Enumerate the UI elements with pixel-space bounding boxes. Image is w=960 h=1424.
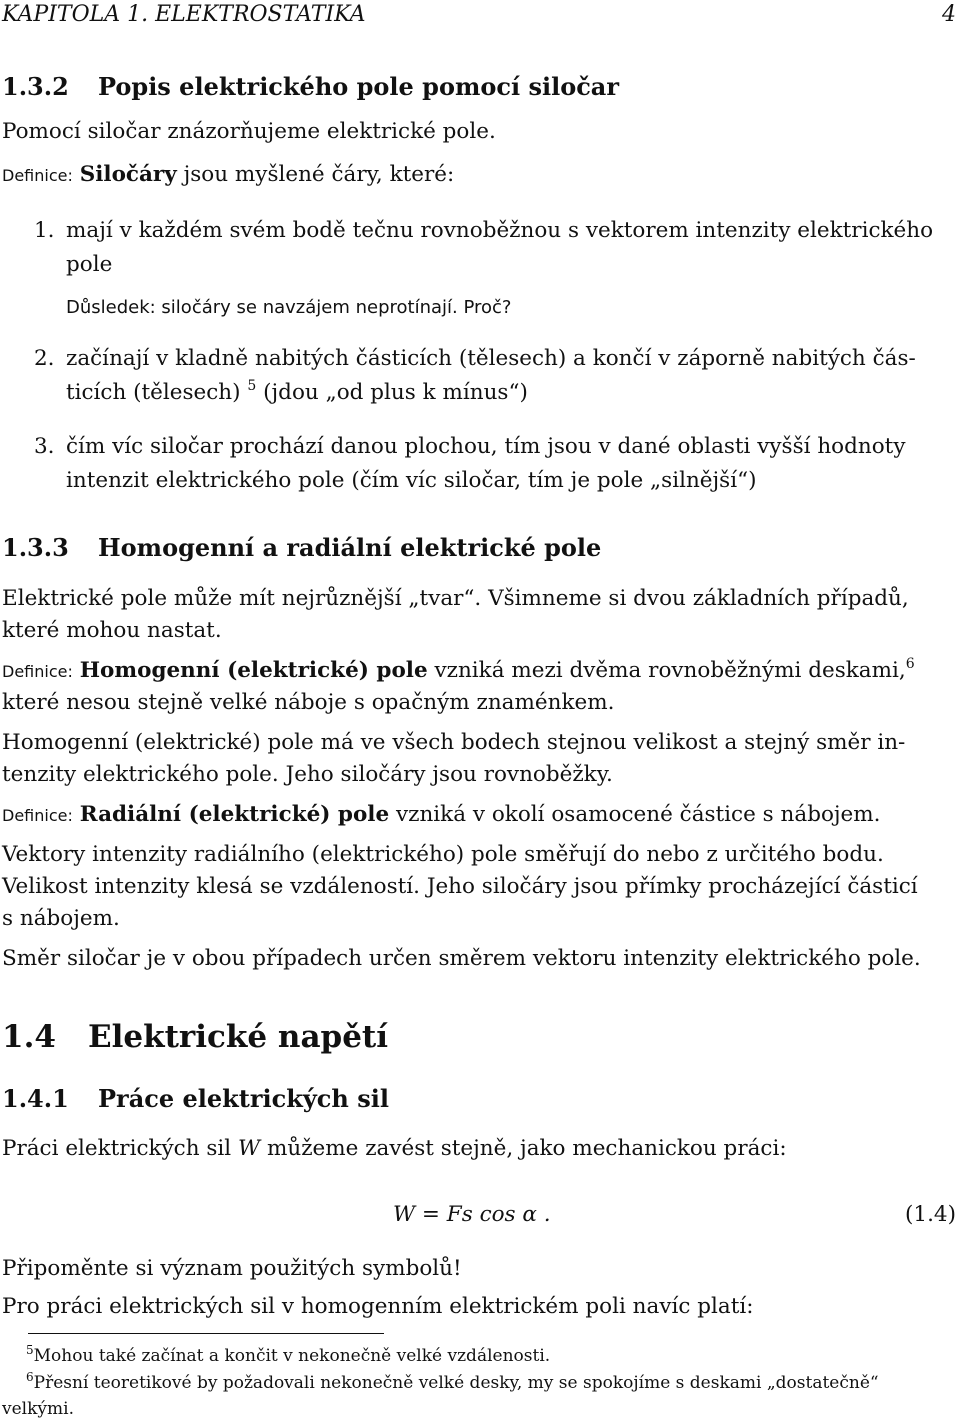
text: Práci elektrických sil	[2, 1136, 239, 1161]
section-title: Popis elektrického pole pomocí siločar	[98, 72, 620, 101]
list-item-2-line-2	[66, 378, 528, 407]
definition-text: vzniká mezi dvěma rovnoběžnými deskami,	[427, 658, 906, 683]
list-item-3-line-2: intenzit elektrického pole (čím víc siločar, tím je pole „silnější“)	[66, 468, 757, 493]
footnote-ref-6: 6	[905, 656, 915, 672]
definition-text: jsou myšlené čáry, které:	[176, 162, 455, 187]
section-number: 1.3.3	[2, 533, 69, 562]
text: (jdou „od plus k mínus“)	[256, 380, 528, 405]
section-number: 1.3.2	[2, 72, 69, 101]
section-heading-1-3-3	[2, 533, 601, 563]
list-item-3-line-1: čím víc siločar prochází danou plochou, tím jsou v dané oblasti vyšší hodnoty	[66, 434, 906, 459]
list-item-1-line-2: pole	[66, 252, 113, 277]
footnote-6-line-2: velkými.	[2, 1399, 74, 1419]
definition-label: Definice:	[2, 166, 73, 185]
section-number: 1.4	[2, 1019, 56, 1055]
paragraph-work-definition	[2, 1134, 787, 1163]
footnote-text: Přesní teoretikové by požadovali nekonečně velké desky, my se spokojíme s deskami „dostatečně“	[33, 1373, 879, 1393]
paragraph-line: které mohou nastat.	[2, 618, 222, 643]
paragraph-line: Směr siločar je v obou případech určen směrem vektoru intenzity elektrického pole.	[2, 946, 921, 971]
section-heading-1-3-2	[2, 72, 619, 102]
definition-label: Definice:	[2, 662, 73, 681]
consequence-note: Důsledek: siločáry se navzájem neprotínají. Proč?	[66, 297, 512, 318]
footnote-mark: 6	[26, 1370, 34, 1384]
footnote-6	[26, 1371, 879, 1395]
text: ticích (tělesech)	[66, 380, 248, 405]
section-title: Práce elektrických sil	[98, 1084, 389, 1113]
definition-text: vzniká v okolí osamocené částice s nábojem.	[389, 802, 881, 827]
definition-term: Siločáry	[79, 162, 177, 187]
equation: W = Fs cos α .	[393, 1202, 551, 1227]
paragraph-line: Elektrické pole může mít nejrůznější „tvar“. Všimneme si dvou základních případů,	[2, 586, 909, 611]
chapter-title: KAPITOLA 1. ELEKTROSTATIKA	[2, 2, 366, 27]
section-heading-1-4	[2, 1018, 388, 1056]
footnote-rule	[28, 1333, 384, 1334]
section-title: Homogenní a radiální elektrické pole	[98, 533, 602, 562]
footnote-text: Mohou také začínat a končit v nekonečně velké vzdálenosti.	[33, 1346, 551, 1366]
footnote-5	[26, 1344, 550, 1368]
list-number: 2.	[34, 346, 55, 371]
paragraph-line: Připoměnte si význam použitých symbolů!	[2, 1256, 462, 1281]
paragraph-line: které nesou stejně velké náboje s opačným znaménkem.	[2, 690, 615, 715]
equation-number: (1.4)	[905, 1202, 956, 1227]
paragraph-intro: Pomocí siločar znázorňujeme elektrické pole.	[2, 119, 496, 144]
definition-term: Homogenní (elektrické) pole	[79, 658, 428, 683]
variable-w: W	[238, 1136, 261, 1161]
list-item-1-line-1: mají v každém svém bodě tečnu rovnoběžnou s vektorem intenzity elektrického	[66, 218, 934, 243]
definition-silocary	[2, 160, 454, 190]
list-item-2-line-1: začínají v kladně nabitých částicích (tělesech) a končí v záporně nabitých čás-	[66, 346, 916, 371]
running-header	[2, 0, 956, 30]
definition-radialni	[2, 800, 881, 830]
footnote-ref-5: 5	[247, 378, 257, 394]
definition-homogenni	[2, 656, 915, 686]
paragraph-line: Velikost intenzity klesá se vzdáleností. Jeho siločáry jsou přímky procházející částicí	[2, 874, 918, 899]
footnote-mark: 5	[26, 1343, 34, 1357]
section-heading-1-4-1	[2, 1084, 389, 1114]
definition-label: Definice:	[2, 806, 73, 825]
paragraph-line: Pro práci elektrických sil v homogenním elektrickém poli navíc platí:	[2, 1294, 754, 1319]
list-number: 3.	[34, 434, 55, 459]
paragraph-line: tenzity elektrického pole. Jeho siločáry jsou rovnoběžky.	[2, 762, 613, 787]
paragraph-line: Vektory intenzity radiálního (elektrického) pole směřují do nebo z určitého bodu.	[2, 842, 884, 867]
definition-term: Radiální (elektrické) pole	[79, 802, 390, 827]
section-number: 1.4.1	[2, 1084, 69, 1113]
section-title: Elektrické napětí	[88, 1019, 389, 1055]
page-number: 4	[942, 2, 956, 27]
text: můžeme zavést stejně, jako mechanickou práci:	[260, 1136, 787, 1161]
paragraph-line: Homogenní (elektrické) pole má ve všech bodech stejnou velikost a stejný směr in-	[2, 730, 906, 755]
list-number: 1.	[34, 218, 55, 243]
paragraph-line: s nábojem.	[2, 906, 120, 931]
list-item-1-note	[66, 292, 511, 322]
